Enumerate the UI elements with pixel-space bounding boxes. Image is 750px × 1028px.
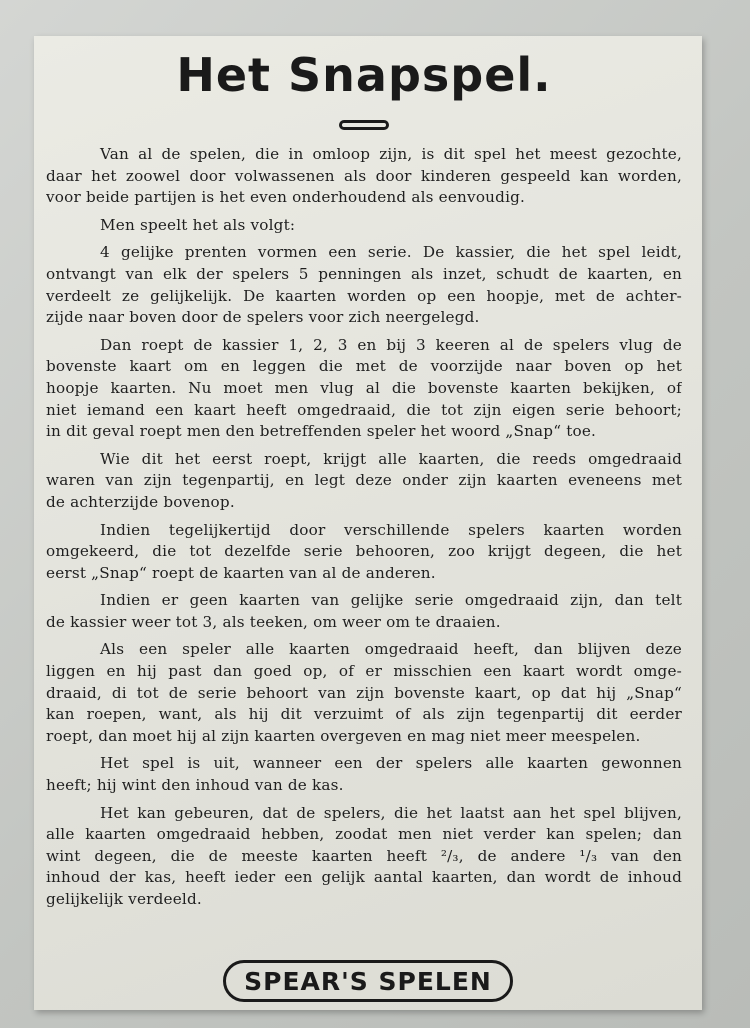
document-body — [46, 144, 682, 911]
text-line: Als een speler alle kaarten omgedraaid heeft, dan blijven deze — [100, 640, 682, 659]
text-line: bovenste kaart om en leggen die met de voorzijde naar boven op het — [46, 357, 682, 376]
text-line: Van al de spelen, die in omloop zijn, is dit spel het meest gezochte, — [100, 145, 682, 163]
text-line: in dit geval roept men den betreffenden speler het woord „Snap“ toe. — [46, 422, 597, 441]
text-line: eerst „Snap“ roept de kaarten van al de anderen. — [46, 563, 436, 582]
text-line: daar het zoowel door volwassenen als door kinderen gespeeld kan worden, — [46, 166, 682, 185]
paragraph — [46, 144, 682, 209]
text-line: Het kan gebeuren, dat de spelers, die het laatst aan het spel blijven, — [100, 803, 682, 822]
text-line: Wie dit het eerst roept, krijgt alle kaarten, die reeds omgedraaid — [100, 449, 682, 468]
paragraph — [46, 590, 682, 633]
text-line: niet iemand een kaart heeft omgedraaid, die tot zijn eigen serie behoort; — [46, 400, 682, 419]
text-line: heeft; hij wint den inhoud van de kas. — [46, 776, 344, 795]
text-line: liggen en hij past dan goed op, of er misschien een kaart wordt omge- — [46, 662, 682, 681]
text-line: voor beide partijen is het even onderhoudend als eenvoudig. — [46, 188, 526, 207]
text-line: zijde naar boven door de spelers voor zich neergelegd. — [46, 308, 480, 327]
oval-ornament-icon — [339, 120, 389, 130]
paragraph — [46, 449, 682, 514]
paragraph — [46, 520, 682, 585]
text-line: verdeelt ze gelijkelijk. De kaarten worden op een hoopje, met de achter- — [46, 286, 682, 305]
brand-logo: SPEAR'S SPELEN — [223, 960, 513, 1002]
document-sheet — [34, 36, 702, 1010]
text-line: draaid, di tot de serie behoort van zijn bovenste kaart, op dat hij „Snap“ — [46, 683, 682, 702]
text-line: hoopje kaarten. Nu moet men vlug al die bovenste kaarten bekijken, of — [46, 378, 682, 397]
text-line: wint degeen, die de meeste kaarten heeft ²/₃, de andere ¹/₃ van den — [46, 846, 682, 865]
text-line: inhoud der kas, heeft ieder een gelijk aantal kaarten, dan wordt de inhoud — [46, 868, 682, 887]
text-line: roept, dan moet hij al zijn kaarten overgeven en mag niet meer meespelen. — [46, 726, 641, 745]
brand-footer — [34, 960, 702, 1002]
text-line: omgekeerd, die tot dezelfde serie behooren, zoo krijgt degeen, die het — [46, 542, 682, 561]
text-line: 4 gelijke prenten vormen een serie. De kassier, die het spel leidt, — [100, 243, 682, 262]
paragraph — [46, 335, 682, 443]
text-line: Men speelt het als volgt: — [100, 215, 296, 234]
paragraph — [46, 215, 682, 237]
paragraph — [46, 753, 682, 796]
paragraph — [46, 242, 682, 328]
text-line: ontvangt van elk der spelers 5 penningen als inzet, schudt de kaarten, en — [46, 264, 682, 283]
text-line: Dan roept de kassier 1, 2, 3 en bij 3 keeren al de spelers vlug de — [100, 335, 682, 354]
text-line: kan roepen, want, als hij dit verzuimt of als zijn tegenpartij dit eerder — [46, 705, 682, 724]
document-title: Het Snapspel. — [176, 48, 552, 102]
text-line: de kassier weer tot 3, als teeken, om weer om te draaien. — [46, 612, 501, 631]
text-line: alle kaarten omgedraaid hebben, zoodat men niet verder kan spelen; dan — [46, 825, 682, 844]
text-line: waren van zijn tegenpartij, en legt deze onder zijn kaarten eveneens met — [46, 471, 682, 490]
text-line: Indien tegelijkertijd door verschillende spelers kaarten worden — [100, 520, 682, 539]
text-line: Het spel is uit, wanneer een der spelers alle kaarten gewonnen — [100, 754, 682, 773]
text-line: Indien er geen kaarten van gelijke serie omgedraaid zijn, dan telt — [100, 591, 682, 610]
text-line: gelijkelijk verdeeld. — [46, 890, 202, 908]
paragraph — [46, 639, 682, 747]
paragraph — [46, 803, 682, 911]
text-line: de achterzijde bovenop. — [46, 492, 235, 511]
